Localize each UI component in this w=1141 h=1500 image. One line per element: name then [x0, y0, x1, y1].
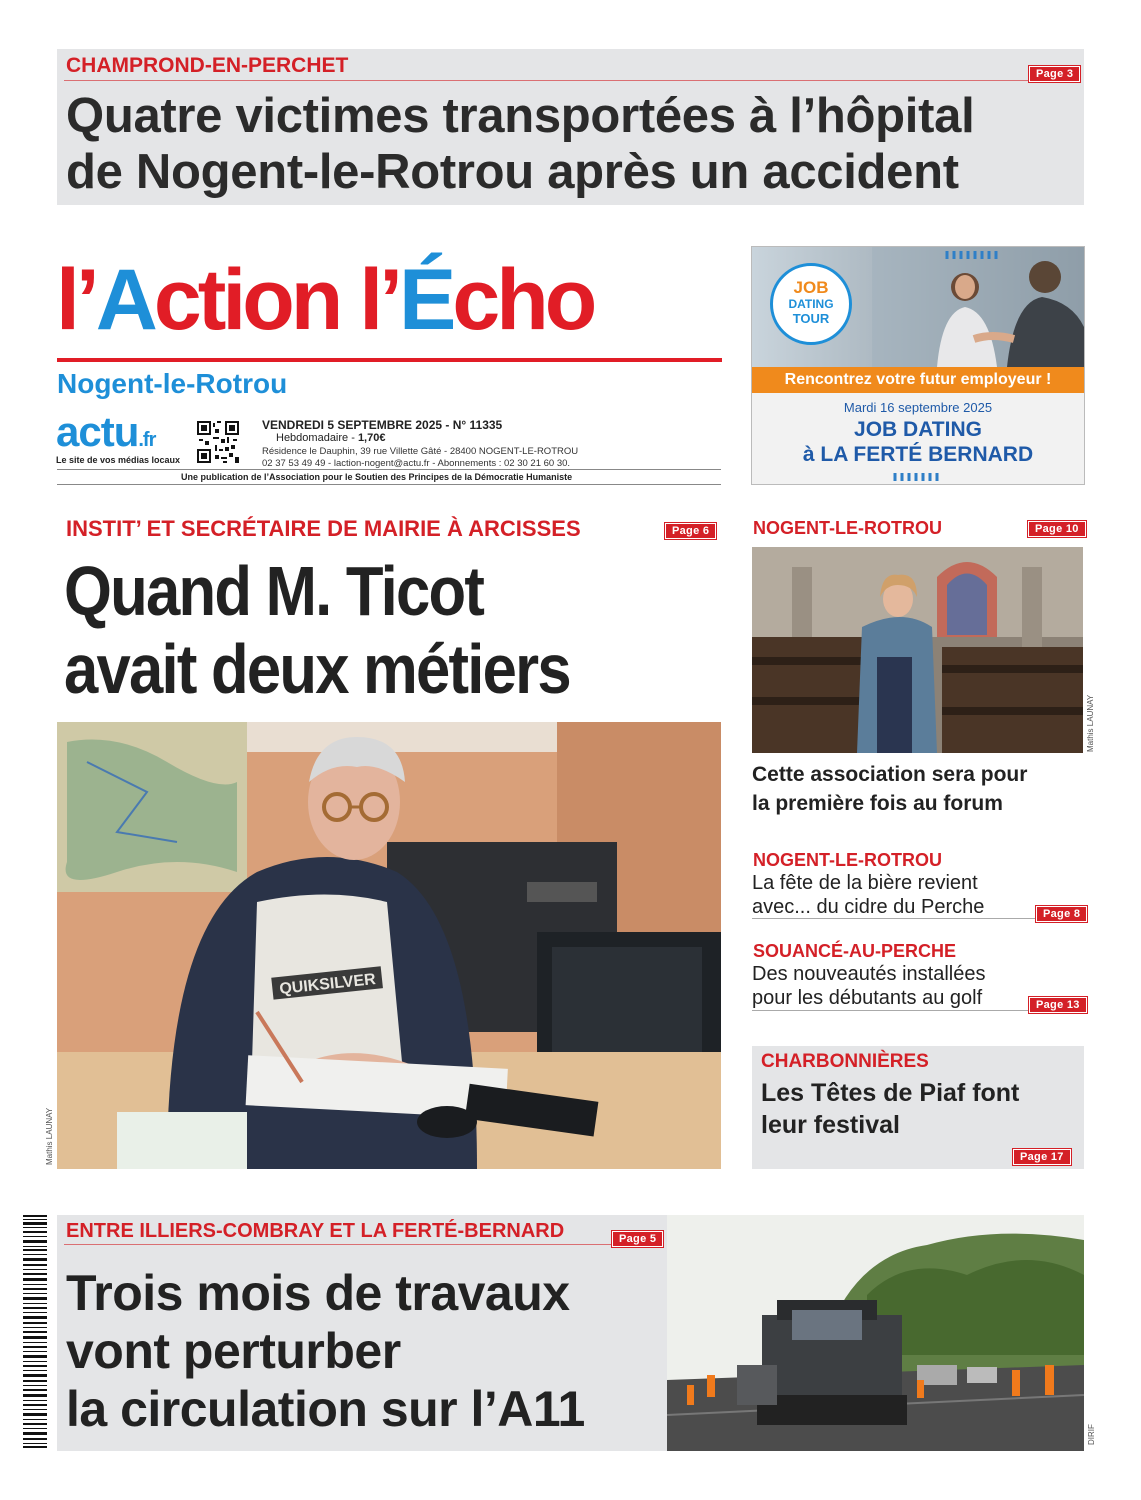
ad-tagline-band: Rencontrez votre futur employeur !	[752, 367, 1084, 393]
bottom-story-divider	[64, 1244, 612, 1245]
actu-logo-suffix: .fr	[138, 429, 156, 451]
job-dating-tour-badge	[770, 263, 852, 345]
price: 1,70€	[357, 432, 386, 444]
right-story3-kicker: SOUANCÉ-AU-PERCHE	[753, 941, 957, 961]
right-story3-page-badge[interactable]: Page 13	[1029, 997, 1087, 1013]
bottom-story-page-badge[interactable]: Page 5	[612, 1231, 663, 1247]
bottom-story-headline[interactable]	[66, 1264, 666, 1438]
barcode-icon	[23, 1213, 47, 1449]
decorative-stripes	[892, 473, 944, 481]
summary-line: Des nouveautés installées	[752, 963, 986, 985]
headline-line: Cette association sera pour	[752, 763, 1028, 786]
actu-logo-text: actu	[56, 408, 139, 455]
top-story-kicker: CHAMPROND-EN-PERCHET	[66, 54, 349, 77]
church-photo-credit: Mathis LAUNAY	[1086, 694, 1095, 752]
frequency-price	[276, 432, 385, 444]
contact-line: 02 37 53 49 49 - laction-nogent@actu.fr - Abonnements : 02 30 21 60 30.	[262, 458, 571, 469]
address: Résidence le Dauphin, 39 rue Villette Gâté - 28400 NOGENT-LE-ROTROU	[262, 446, 579, 457]
issue-date-number: VENDREDI 5 SEPTEMBRE 2025 - N° 11335	[262, 418, 503, 432]
top-story-divider	[64, 80, 1080, 81]
logo-part: ction l’	[153, 252, 400, 348]
right-story1-kicker: NOGENT-LE-ROTROU	[753, 518, 942, 538]
ad-title: JOB DATING	[854, 418, 982, 441]
main-story-photo[interactable]	[57, 722, 721, 1169]
logo-part: l’	[56, 252, 96, 348]
main-story-headline-line2: avait deux métiers	[64, 630, 570, 708]
shirt-logo-text: QUIKSILVER	[278, 970, 377, 998]
right-story2-page-badge[interactable]: Page 8	[1036, 906, 1087, 922]
logo-part: É	[399, 252, 453, 348]
main-story-headline[interactable]	[64, 552, 645, 708]
top-story-headline[interactable]	[66, 88, 1076, 200]
right-story1-page-badge[interactable]: Page 10	[1028, 521, 1086, 537]
logo-part: cho	[452, 252, 594, 348]
headline-line: la circulation sur l’A11	[66, 1381, 585, 1437]
qr-code-icon[interactable]	[197, 421, 239, 463]
divider	[57, 469, 721, 470]
roadworks-photo[interactable]	[667, 1215, 1084, 1451]
top-story-headline-line2: de Nogent-le-Rotrou après un accident	[66, 145, 959, 199]
ad-title-location: à LA FERTÉ BERNARD	[802, 443, 1034, 466]
main-story-kicker: INSTIT’ ET SECRÉTAIRE DE MAIRIE À ARCISSES	[66, 516, 581, 541]
top-story-headline-line1: Quatre victimes transportées à l’hôpital	[66, 89, 975, 143]
main-story-page-badge[interactable]: Page 6	[665, 523, 716, 539]
right-story2-kicker: NOGENT-LE-ROTROU	[753, 850, 942, 870]
right-story4-headline[interactable]	[761, 1077, 1071, 1141]
church-photo[interactable]	[752, 547, 1083, 753]
frequency: Hebdomadaire -	[276, 432, 358, 444]
roadworks-photo-credit: DIRIF	[1087, 1424, 1096, 1445]
headline-line: Les Têtes de Piaf font	[761, 1079, 1020, 1107]
headline-line: Trois mois de travaux	[66, 1265, 570, 1321]
right-story4-page-badge[interactable]: Page 17	[1013, 1149, 1071, 1165]
actu-tagline: Le site de vos médias locaux	[56, 455, 181, 465]
divider	[752, 918, 1084, 919]
right-story2-summary[interactable]	[752, 871, 1082, 919]
main-story-headline-line1: Quand M. Ticot	[64, 552, 484, 630]
right-story4-kicker: CHARBONNIÈRES	[761, 1051, 929, 1072]
right-story1-headline[interactable]	[752, 760, 1082, 818]
publisher-line: Une publication de l’Association pour le Soutien des Principes de la Démocratie Humaniste	[181, 472, 573, 482]
newspaper-logo	[56, 252, 594, 348]
badge-line: JOB	[793, 278, 829, 297]
bottom-story-kicker: ENTRE ILLIERS-COMBRAY ET LA FERTÉ-BERNARD	[66, 1220, 565, 1242]
summary-line: La fête de la bière revient	[752, 872, 978, 894]
summary-line: avec... du cidre du Perche	[752, 896, 985, 918]
ad-date: Mardi 16 septembre 2025	[843, 400, 993, 415]
headline-line: leur festival	[761, 1111, 900, 1139]
logo-part: A	[95, 252, 154, 348]
headline-line: vont perturber	[66, 1323, 401, 1379]
edition-name: Nogent-le-Rotrou	[57, 368, 288, 399]
job-dating-advertisement[interactable]	[751, 246, 1085, 485]
main-photo-credit: Mathis LAUNAY	[45, 1107, 54, 1165]
divider	[57, 484, 721, 485]
masthead-rule	[57, 358, 722, 362]
summary-line: pour les débutants au golf	[752, 987, 983, 1009]
badge-line: TOUR	[792, 311, 830, 326]
badge-line: DATING	[788, 297, 834, 311]
headline-line: la première fois au forum	[752, 792, 1003, 815]
top-story-page-badge[interactable]: Page 3	[1029, 66, 1080, 82]
